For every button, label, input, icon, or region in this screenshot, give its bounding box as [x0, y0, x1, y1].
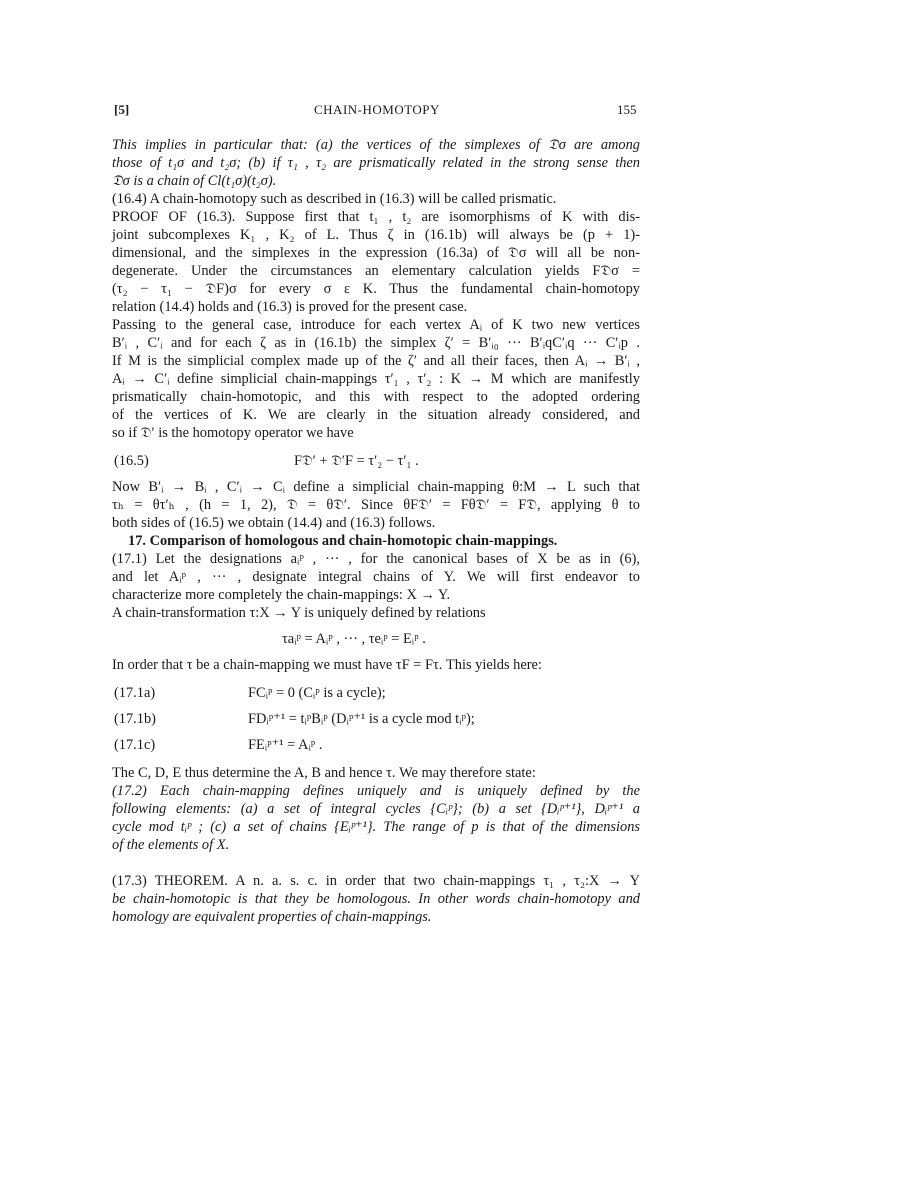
theorem-line: (17.3) THEOREM. A n. a. s. c. in order that two chain-mappings τ₁ , τ₂:X → Y — [112, 873, 640, 889]
text-line: degenerate. Under the circumstances an elementary calculation yields F𝔇σ = — [112, 263, 640, 279]
text-line: prismatically chain-homotopic, and this with respect to the adopted ordering — [112, 389, 640, 405]
text-line: (17.2) Each chain-mapping defines uniquely and is uniquely defined by the — [112, 783, 640, 799]
equation-17-1: FEᵢᵖ⁺¹ = Aᵢᵖ . — [248, 737, 323, 753]
theorem-line: homology are equivalent properties of chain-mappings. — [112, 909, 432, 925]
equation-label: (17.1a) — [114, 685, 156, 701]
text-line: those of t₁σ and t₂σ; (b) if τ₁ , τ₂ are prismatically related in the strong sense then — [112, 155, 640, 171]
text-line: 𝔇σ is a chain of Cl(t₁σ)(t₂σ). — [112, 173, 277, 189]
text-line: both sides of (16.5) we obtain (14.4) and (16.3) follows. — [112, 515, 436, 531]
text-line: following elements: (a) a set of integral cycles {Cᵢᵖ}; (b) a set {Dᵢᵖ⁺¹}, Dᵢᵖ⁺¹ a — [112, 801, 640, 817]
text-line: so if 𝔇′ is the homotopy operator we have — [112, 425, 354, 441]
text-line: PROOF OF (16.3). Suppose first that t₁ , t₂ are isomorphisms of K with dis- — [112, 209, 640, 225]
text-line: of the elements of X. — [112, 837, 230, 853]
text-line: Now B′ᵢ → Bᵢ , C′ᵢ → Cᵢ define a simplicial chain-mapping θ:M → L such that — [112, 479, 640, 495]
text-line: τₕ = θτ′ₕ , (h = 1, 2), 𝔇 = θ𝔇′. Since θF𝔇′ = Fθ𝔇′ = F𝔇, applying θ to — [112, 497, 640, 513]
text-line: dimensional, and the simplexes in the expression (16.3a) of 𝔇σ will all be non- — [112, 245, 640, 261]
text-line: A chain-transformation τ:X → Y is uniquely defined by relations — [112, 605, 486, 621]
text-line: In order that τ be a chain-mapping we must have τF = Fτ. This yields here: — [112, 657, 542, 673]
text-line: (τ₂ − τ₁ − 𝔇F)σ for every σ ε K. Thus the fundamental chain-homotopy — [112, 281, 640, 297]
running-title: CHAIN-HOMOTOPY — [314, 102, 440, 117]
section-heading: 17. Comparison of homologous and chain-homotopic chain-mappings. — [128, 533, 558, 549]
equation-17-1: FCᵢᵖ = 0 (Cᵢᵖ is a cycle); — [248, 685, 386, 701]
text-line: characterize more completely the chain-mappings: X → Y. — [112, 587, 451, 603]
text-line: and let Aᵢᵖ , ··· , designate integral chains of Y. We will first endeavor to — [112, 569, 640, 585]
text-line: relation (14.4) holds and (16.3) is proved for the present case. — [112, 299, 468, 315]
text-line: joint subcomplexes K₁ , K₂ of L. Thus ζ in (16.1b) will always be (p + 1)- — [112, 227, 640, 243]
text-line: The C, D, E thus determine the A, B and hence τ. We may therefore state: — [112, 765, 536, 781]
text-line: (16.4) A chain-homotopy such as described in (16.3) will be called prismatic. — [112, 191, 557, 207]
equation-label: (17.1b) — [114, 711, 156, 727]
text-line: (17.1) Let the designations aᵢᵖ , ··· , for the canonical bases of X be as in (6), — [112, 551, 640, 567]
text-line: This implies in particular that: (a) the vertices of the simplexes of 𝔇σ are among — [112, 137, 640, 153]
equation-16-5: F𝔇′ + 𝔇′F = τ′₂ − τ′₁ . — [294, 453, 419, 469]
text-line: of the vertices of K. We are clearly in the situation already considered, and — [112, 407, 640, 423]
page-number: 155 — [617, 102, 637, 117]
text-line: If M is the simplicial complex made up of the ζ′ and all their faces, then Aᵢ → B′ᵢ , — [112, 353, 640, 369]
text-line: Passing to the general case, introduce for each vertex Aᵢ of K two new vertices — [112, 317, 640, 333]
section-number: [5] — [114, 102, 130, 117]
equation-label: (17.1c) — [114, 737, 156, 753]
equation-relations: τaᵢᵖ = Aᵢᵖ , ··· , τeᵢᵖ = Eᵢᵖ . — [282, 631, 426, 647]
theorem-line: be chain-homotopic is that they be homologous. In other words chain-homotopy and — [112, 891, 640, 907]
equation-17-1: FDᵢᵖ⁺¹ = tᵢᵖBᵢᵖ (Dᵢᵖ⁺¹ is a cycle mod tᵢᵖ); — [248, 711, 475, 727]
text-line: B′ᵢ , C′ᵢ and for each ζ as in (16.1b) the simplex ζ′ = B′ᵢ₀ ··· B′ᵢqC′ᵢq ··· C′ᵢp . — [112, 335, 640, 351]
text-line: cycle mod tᵢᵖ ; (c) a set of chains {Eᵢᵖ⁺¹}. The range of p is that of the dimensions — [112, 819, 640, 835]
text-line: Aᵢ → C′ᵢ define simplicial chain-mappings τ′₁ , τ′₂ : K → M which are manifestly — [112, 371, 640, 387]
equation-label: (16.5) — [114, 453, 149, 469]
